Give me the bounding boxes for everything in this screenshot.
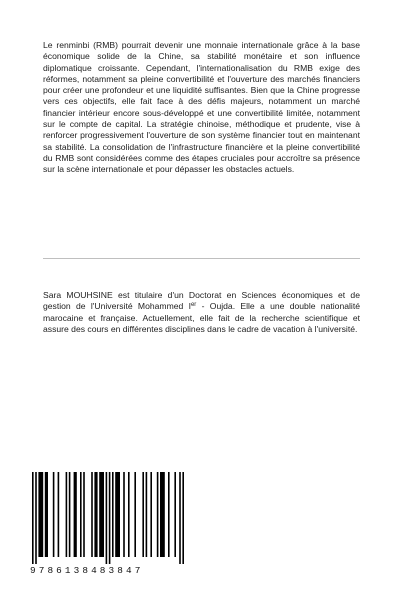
author-bio-superscript: er [190,302,197,309]
barcode-bar [91,472,93,557]
barcode-bar [58,472,60,557]
isbn-barcode [22,464,190,580]
summary-paragraph: Le renminbi (RMB) pourrait devenir une monnaie internationale grâce à la base économique solide de la Chine, sa stabilité monétaire et son influence diplomatique croissante. Cependant, l'internationalisation du RMB exige des réformes, notamment sa pleine convertibilité et l'ouverture des marchés financiers pour créer une profondeur et une liquidité suffisantes. Bien que la Chine progresse vers ces objectifs, elle fait face à des défis majeurs, notamment un marché financier intérieur encore sous-développé et une convertibilité limitée, notamment sur le compte de capital. La stratégie chinoise, méthodique et prudente, vise à renforcer progressivement l'ouverture de son système financier tout en maintenant sa stabilité. La consolidation de l'infrastructure financière et la pleine convertibilité du RMB sont considérées comme des étapes cruciales pour accroître sa présence sur la scène internationale et pour dépasser les obstacles actuels. [43,40,360,175]
barcode-guard-bar [32,472,34,564]
barcode-bar [115,472,120,557]
barcode-guard-bar [182,472,184,564]
barcode-bar [53,472,55,557]
barcode-bar [160,472,165,557]
barcode-bar [66,472,68,557]
barcode-bar [174,472,176,557]
barcode-guard-bar [35,472,37,564]
barcode-bar [150,472,152,557]
barcode-bar [146,472,148,557]
barcode-bar [45,472,48,557]
barcode-bar [69,472,71,557]
author-bio-text-start: Sara MOUHSINE est titulaire d'un Doctorat en Sciences économiques et de gestion de l'Université Mohammed I [43,290,360,312]
barcode-bar [168,472,170,557]
separator-line [43,258,360,259]
barcode-bar [80,472,82,557]
barcode-guard-bar [179,472,181,564]
author-bio-text-end: - Oujda. Elle a une double nationalité marocaine et française. Actuellement, elle fait de la recherche scientifique et assure des cours en différentes disciplines dans le cadre de vacation à l'université. [43,301,360,334]
barcode-guard-bar [109,472,111,564]
barcode-bar [99,472,104,557]
barcode-number: 9786138483847 [30,565,144,576]
barcode-bar [134,472,136,557]
barcode-bar [112,472,114,557]
barcode-bar [74,472,77,557]
barcode-bar [142,472,144,557]
barcode-bar [157,472,159,557]
barcode-bar [94,472,97,557]
barcode-bar [83,472,85,557]
barcode-bar [38,472,43,557]
barcode-bars [22,464,190,580]
author-bio [43,290,360,335]
barcode-bar [128,472,130,557]
barcode-bar [123,472,125,557]
barcode-guard-bar [106,472,108,564]
